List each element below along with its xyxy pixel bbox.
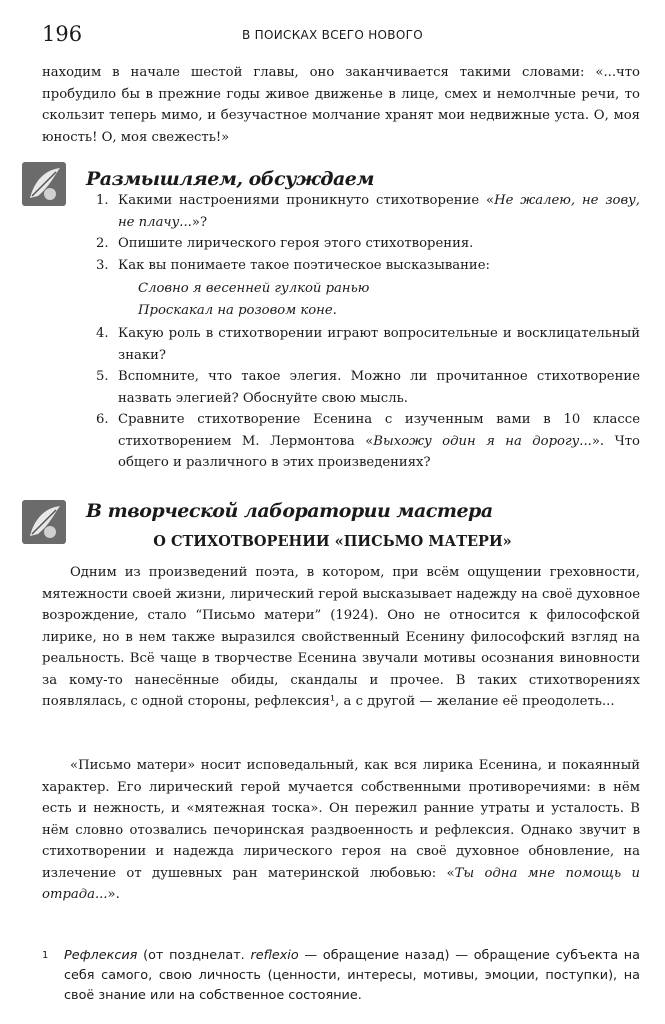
- footnote-text-end: — обращение назад) — обращение субъекта на себя самого, свою личность (ценности, интересы, мотивы, эмоции, поступки), на своё знание или на собственное состояние.: [64, 948, 640, 1003]
- paragraph-quote: Ты одна мне помощь и отрада...: [42, 865, 640, 902]
- footnote-latin: reflexio: [250, 948, 299, 963]
- question-poem-title: Выхожу один я на дорогу...: [373, 433, 592, 449]
- question-text: Какими настроениями проникнуто стихотворение «: [118, 193, 495, 208]
- paragraph-text: «Письмо матери» носит исповедальный, как вся лирика Есенина, и покаянный характер. Его лирический герой мучается собственными противоречиями: в нём есть и нежность, и «мятежная тоска». Он пережил ранние утраты и усталость. В нём словно отозвались печоринская раздвоенность и рефлексия. Однако звучит в стихотворении и надежда лирического героя на своё духовное обновление, на излечение от душевных ран материнской любовью: «: [42, 758, 640, 881]
- paragraph-text-end: ».: [107, 887, 120, 902]
- intro-paragraph: находим в начале шестой главы, оно заканчивается такими словами: «...что пробудило бы в прежние годы живое движенье в лице, смех и немолчные речи, то скользит теперь мимо, и безучастное молчание хранят мои недвижные уста. О, моя юность! О, моя свежесть!»: [42, 65, 640, 145]
- question-item: [96, 366, 640, 409]
- poem-quote-line: Словно я весенней гулкой ранью: [138, 281, 370, 296]
- question-text: Вспомните, что такое элегия. Можно ли прочитанное стихотворение назвать элегией? Обоснуйте свою мысль.: [118, 369, 640, 406]
- question-list-1: [96, 190, 640, 276]
- question-number: 5.: [96, 369, 109, 384]
- question-text: Опишите лирического героя этого стихотворения.: [118, 236, 474, 251]
- question-text-end: ». Что общего и различного в этих произведениях?: [118, 433, 640, 470]
- question-poem-title: Не жалею, не зову, не плачу...: [118, 193, 640, 230]
- section-discuss-title: Размышляем, обсуждаем: [86, 168, 374, 190]
- section-workshop-title: В творческой лаборатории мастера: [86, 500, 493, 522]
- question-text: Какую роль в стихотворении играют вопросительные и восклицательный знаки?: [118, 326, 640, 363]
- question-list-2: [96, 323, 640, 474]
- footnote-mark: 1: [42, 950, 49, 961]
- question-text-end: »?: [191, 214, 208, 230]
- question-number: 6.: [96, 412, 109, 427]
- question-text: Сравните стихотворение Есенина с изученным вами в 10 классе стихотворением М. Лермонтова «: [118, 412, 640, 449]
- question-item: [96, 409, 640, 474]
- question-item: [96, 190, 640, 233]
- poem-quote-line: Проскакал на розовом коне.: [138, 302, 337, 318]
- footnote-term: Рефлексия: [64, 948, 138, 963]
- footnote-body: [42, 946, 640, 1006]
- footnote: [42, 946, 640, 1006]
- article-paragraph-2: [42, 755, 640, 906]
- question-item: [96, 323, 640, 366]
- question-number: 2.: [96, 236, 109, 251]
- article-paragraph-1: Одним из произведений поэта, в котором, при всём ощущении греховности, мятежности своей жизни, лирический герой высказывает надежду на своё духовное возрождение, стало “Письмо матери” (1924). Оно не относится к философской лирике, но в нем также выразился свойственный Есенину философский взгляд на реальность. Всё чаще в творчестве Есенина звучали мотивы осознания виновности за кому-то нанесённые обиды, скандалы и прочее. В таких стихотворениях появлялась, с одной стороны, рефлексия¹, а с другой — желание её преодолеть...: [42, 565, 640, 709]
- question-number: 4.: [96, 326, 109, 341]
- question-number: 3.: [96, 257, 109, 273]
- question-number: 1.: [96, 193, 109, 208]
- footnote-text: (от позднелат.: [137, 948, 251, 963]
- quill-emblem-icon: [20, 160, 68, 208]
- poem-quote: [138, 278, 369, 321]
- page-number: 196: [42, 22, 83, 46]
- question-item: [96, 255, 640, 277]
- running-head: В ПОИСКАХ ВСЕГО НОВОГО: [242, 28, 423, 42]
- question-text: Как вы понимаете такое поэтическое высказывание:: [118, 257, 490, 273]
- article-title: О СТИХОТВОРЕНИИ «ПИСЬМО МАТЕРИ»: [153, 533, 512, 550]
- question-item: [96, 233, 640, 255]
